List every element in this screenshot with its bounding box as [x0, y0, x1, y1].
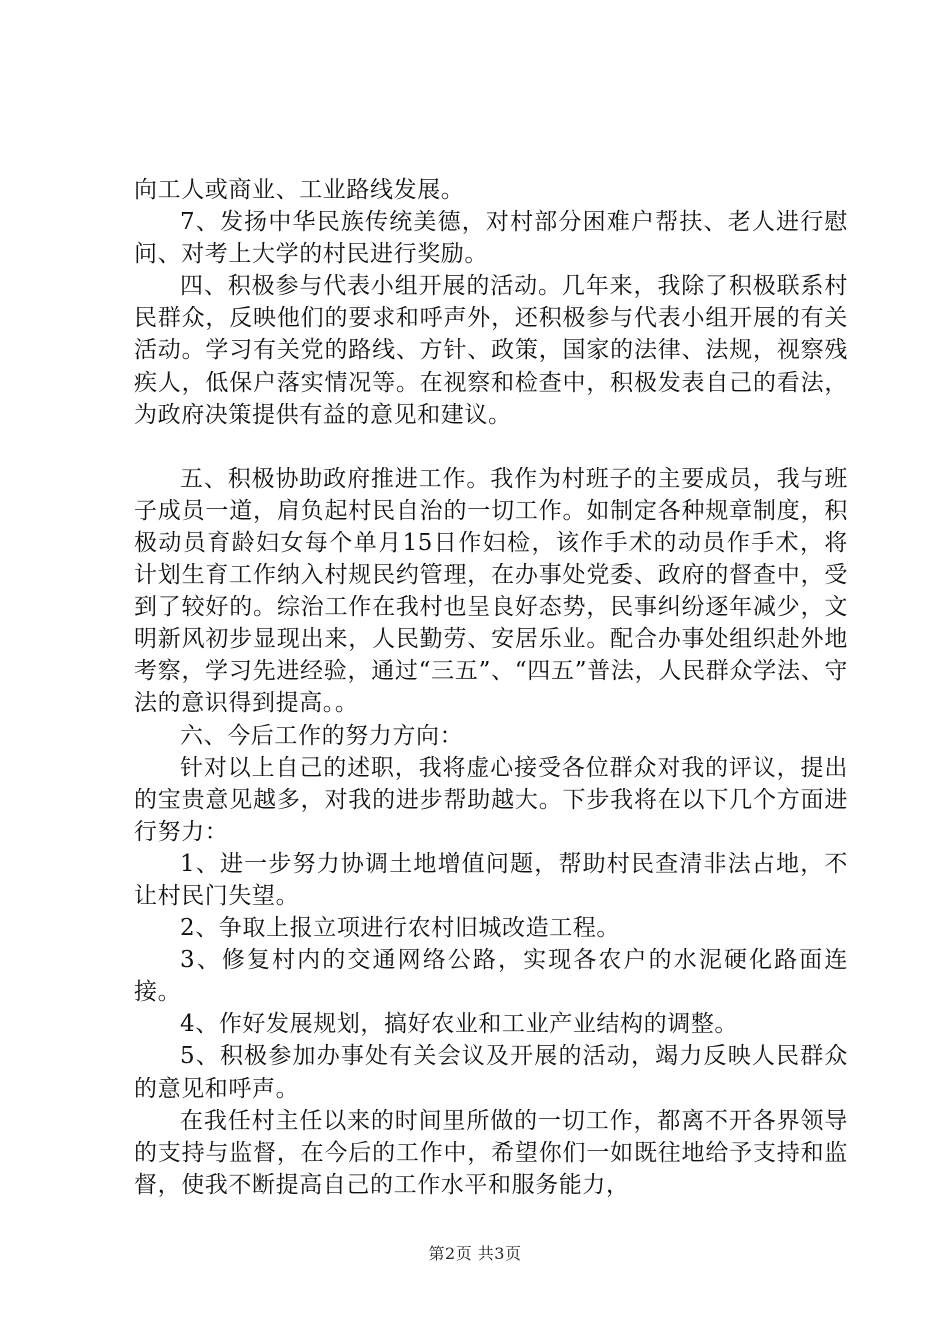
paragraph-closing: 在我任村主任以来的时间里所做的一切工作，都离不开各界领导的支持与监督，在今后的工作中，希望你们一如既往地给予支持和监督，使我不断提高自己的工作水平和服务能力， [134, 1107, 848, 1198]
paragraph-section-4: 四、积极参与代表小组开展的活动。几年来，我除了积极联系村民群众，反映他们的要求和呼声外，还积极参与代表小组开展的有关活动。学习有关党的路线、方针、政策，国家的法律、法规，视察残疾人，低保户落实情况等。在视察和检查中，积极发表自己的看法，为政府决策提供有益的意见和建议。 [134, 273, 848, 428]
paragraph-plan-2: 2、争取上报立项进行农村旧城改造工程。 [180, 915, 621, 942]
paragraph-plan-4: 4、作好发展规划，搞好农业和工业产业结构的调整。 [180, 1011, 739, 1038]
paragraph-section-6-intro: 针对以上自己的述职，我将虚心接受各位群众对我的评议，提出的宝贵意见越多，对我的进步帮助越大。下步我将在以下几个方面进行努力： [134, 754, 848, 845]
document-body [134, 174, 848, 1201]
page-number-footer: 第2页 共3页 [428, 1244, 522, 1263]
paragraph-spacer [134, 431, 848, 463]
paragraph-plan-5: 5、积极参加办事处有关会议及开展的活动，竭力反映人民群众的意见和呼声。 [134, 1043, 848, 1102]
paragraph-continuation: 向工人或商业、工业路线发展。 [134, 177, 465, 203]
paragraph-plan-3: 3、修复村内的交通网络公路，实现各农户的水泥硬化路面连接。 [134, 947, 848, 1006]
paragraph-section-5: 五、积极协助政府推进工作。我作为村班子的主要成员，我与班子成员一道，肩负起村民自治的一切工作。如制定各种规章制度，积极动员育龄妇女每个单月15日作妇检，该作手术的动员作手术，将计划生育工作纳入村规民约管理，在办事处党委、政府的督查中，受到了较好的。综治工作在我村也呈良好态势，民事纠纷逐年减少，文明新风初步显现出来，人民勤劳、安居乐业。配合办事处组织赴外地考察，学习先进经验，通过“三五”、“四五”普法，人民群众学法、守法的意识得到提高。。 [134, 465, 848, 717]
paragraph-section-6-heading: 六、今后工作的努力方向： [180, 722, 464, 749]
paragraph-item-7: 7、发扬中华民族传统美德，对村部分困难户帮扶、老人进行慰问、对考上大学的村民进行奖励。 [134, 209, 848, 268]
paragraph-plan-1: 1、进一步努力协调土地增值问题，帮助村民查清非法占地，不让村民门失望。 [134, 850, 848, 909]
